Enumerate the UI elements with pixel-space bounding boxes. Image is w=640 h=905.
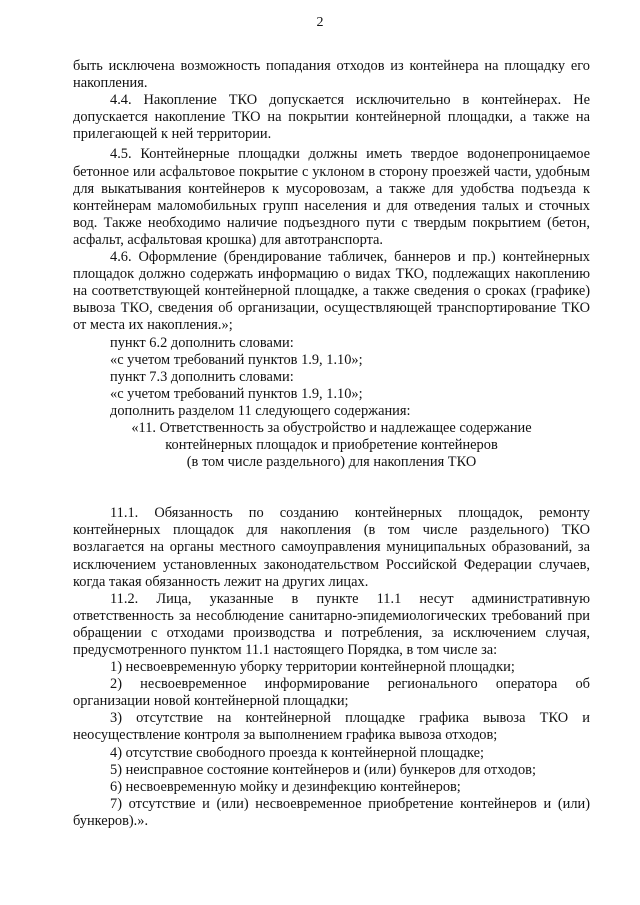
section-heading-line-1: «11. Ответственность за обустройство и надлежащее содержание	[131, 419, 532, 436]
section-heading-line-2: контейнерных площадок и приобретение контейнеров	[165, 437, 498, 454]
list-item-3: 3) отсутствие на контейнерной площадке графика вывоза ТКО и неосуществление контроля за выполнением графика вывоза отходов;	[73, 710, 590, 744]
amendment-6-2: пункт 6.2 дополнить словами:	[110, 334, 294, 351]
page-number: 2	[316, 15, 324, 30]
list-item-4: 4) отсутствие свободного проезда к контейнерной площадке;	[110, 744, 485, 761]
paragraph-11-1: 11.1. Обязанность по созданию контейнерных площадок, ремонту контейнерных площадок для накопления (в том числе раздельного) ТКО возлагается на органы местного самоуправления муниципальных образований, за исключением установленных законодательством Российской Федерации случаев, когда такая обязанность лежит на других лицах.	[73, 505, 590, 590]
amendment-7-3: пункт 7.3 дополнить словами:	[110, 368, 294, 385]
paragraph-4-4: 4.4. Накопление ТКО допускается исключительно в контейнерах. Не допускается накопление ТКО на покрытии контейнерной площадки, а также на прилегающей к ней территории.	[73, 92, 590, 143]
amendment-section-11: дополнить разделом 11 следующего содержания:	[110, 402, 411, 419]
amendment-7-3-text: «с учетом требований пунктов 1.9, 1.10»;	[110, 385, 363, 402]
paragraph-4-6: 4.6. Оформление (брендирование табличек, баннеров и пр.) контейнерных площадок должно содержать информацию о видах ТКО, подлежащих накоплению на соответствующей контейнерной площадке, а также сведения о сроках (графике) вывоза ТКО, сведения об организации, осуществляющей транспортирование ТКО от места их накопления.»;	[73, 249, 590, 334]
section-heading-line-3: (в том числе раздельного) для накопления ТКО	[186, 454, 477, 471]
list-item-1: 1) несвоевременную уборку территории контейнерной площадки;	[110, 659, 515, 676]
amendment-6-2-text: «с учетом требований пунктов 1.9, 1.10»;	[110, 351, 363, 368]
list-item-5: 5) неисправное состояние контейнеров и (или) бункеров для отходов;	[110, 761, 536, 778]
paragraph-4-5: 4.5. Контейнерные площадки должны иметь твердое водонепроницаемое бетонное или асфальтовое покрытие с уклоном в сторону проезжей части, удобным для выкатывания контейнеров к мусоровозам, а также для удобства подъезда к контейнерам маломобильных групп населения и для отведения талых и сточных вод. Также необходимо наличие подъездного пути с твердым покрытием (бетон, асфальт, асфальтовая крошка) для автотранспорта.	[73, 146, 590, 248]
paragraph-continuation: быть исключена возможность попадания отходов из контейнера на площадку его накопления.	[73, 58, 590, 92]
paragraph-11-2: 11.2. Лица, указанные в пункте 11.1 несут административную ответственность за несоблюдение санитарно-эпидемиологических требований при обращении с отходами производства и потребления, за исключением случая, предусмотренного пунктом 11.1 настоящего Порядка, в том числе за:	[73, 590, 590, 658]
document-body	[73, 58, 590, 830]
list-item-2: 2) несвоевременное информирование регионального оператора об организации новой контейнерной площадки;	[73, 676, 590, 710]
list-item-7: 7) отсутствие и (или) несвоевременное приобретение контейнеров и (или) бункеров).».	[73, 795, 590, 829]
list-item-6: 6) несвоевременную мойку и дезинфекцию контейнеров;	[110, 778, 461, 795]
